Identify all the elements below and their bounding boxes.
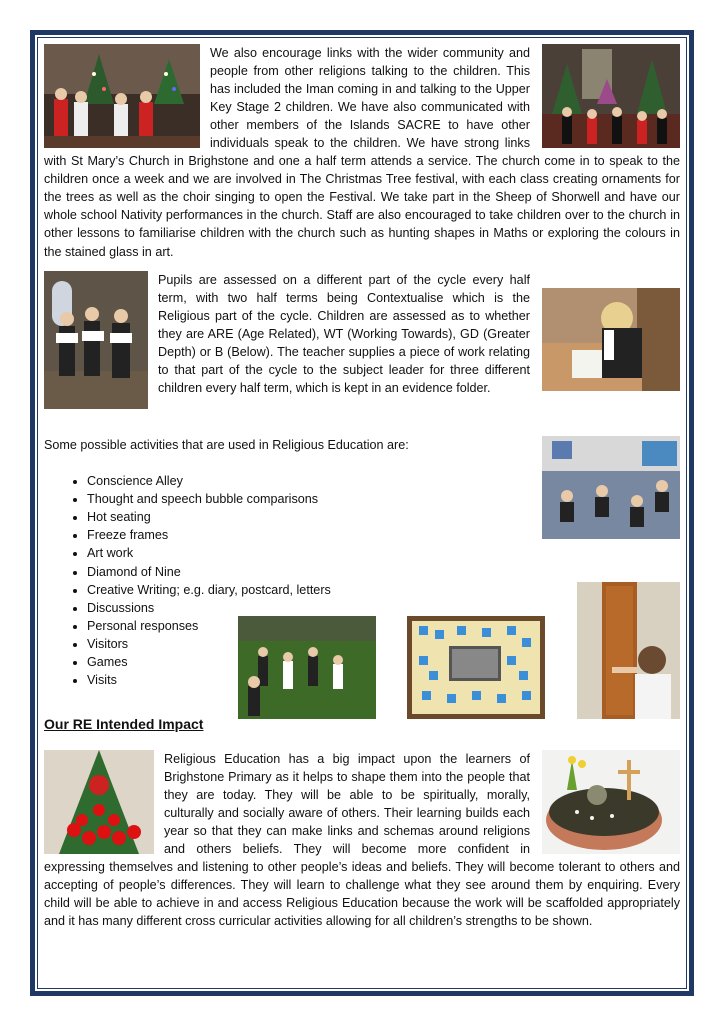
impact-heading: Our RE Intended Impact xyxy=(44,716,204,732)
outdoor-group-photo xyxy=(238,616,376,719)
impact-paragraph: Religious Education has a big impact upon the learners of Brighstone Primary as it helps to shape them into the people that they are today. They will be able to be spiritually, morally, culturally and socially aware of others. Their learning builds each year so that they can make links and schemas around religions and others beliefs. They will become more confident in expressing themselves and listening to other people’s ideas and beliefs. They will become tolerant to others and accepting of people’s differences. They will learn to challenge what they see around them by enquiring. Every child will be able to achieve in and access Religious Education because the work will be scaffolded appropriately and it has many different cross curricular activities allowing for all children’s strengths to be shown. xyxy=(44,752,680,929)
assessment-paragraph: Pupils are assessed on a different part of the cycle every half term, with two half terms being Contextualise which is the Religious part of the cycle. Children are assessed as to whether they are ARE (Age Related), WT (Working Towards), GD (Greater Depth) or B (Below). The teacher supplies a piece of work relating to that part of the cycle to the subject leader for three different children every half term, which is kept in an evidence folder. xyxy=(158,273,530,396)
assessment-section xyxy=(44,271,680,409)
list-item: • Visits xyxy=(87,671,680,689)
list-item: • Visitors xyxy=(87,635,680,653)
list-item: • Personal responses xyxy=(87,617,680,635)
child-at-door-photo xyxy=(577,582,680,719)
classroom-activity-photo xyxy=(542,436,680,539)
list-item: • Diamond of Nine xyxy=(87,563,680,581)
child-writing-photo xyxy=(542,288,680,391)
christmas-tree-festival-photo xyxy=(542,44,680,148)
impact-section xyxy=(44,750,680,930)
sticky-note-poster-photo xyxy=(407,616,545,719)
church-choir-photo xyxy=(44,44,200,148)
community-paragraph: We also encourage links with the wider community and people from other religions talking to the children. This has included the Iman coming in and talking to the Upper Key Stage 2 children. We have also communicated with other members of the Islands SACRE to have other individuals speak to the children. We have strong links with St Mary’s Church in Brighstone and one a half term attends a service. The church come in to speak to the children once a week and we are involved in The Christmas Tree festival, with each class creating ornaments for the trees as well as the choir singing to open the Festival. We take part in the Sheep of Shorwell and have our whole school Nativity performances in the church. Staff are also encouraged to take children over to the church in other lessons to familiarise children with the church such as hunting shapes in Maths or exploring the colours in the stained glass in art. xyxy=(44,46,680,259)
easter-garden-photo xyxy=(542,750,680,854)
list-item: • Thought and speech bubble comparisons xyxy=(87,490,680,508)
impact-heading-wrap xyxy=(44,716,203,732)
activities-intro: Some possible activities that are used in Religious Education are: xyxy=(44,438,409,452)
list-item: • Hot seating xyxy=(87,508,680,526)
list-item: • Conscience Alley xyxy=(87,472,680,490)
poppy-display-photo xyxy=(44,750,154,854)
list-item: • Art work xyxy=(87,544,680,562)
children-reading-photo xyxy=(44,271,148,409)
list-item: • Games xyxy=(87,653,680,671)
list-item: • Creative Writing; e.g. diary, postcard, letters xyxy=(87,581,680,599)
list-item: • Discussions xyxy=(87,599,680,617)
list-item: • Freeze frames xyxy=(87,526,680,544)
community-section xyxy=(44,44,680,261)
